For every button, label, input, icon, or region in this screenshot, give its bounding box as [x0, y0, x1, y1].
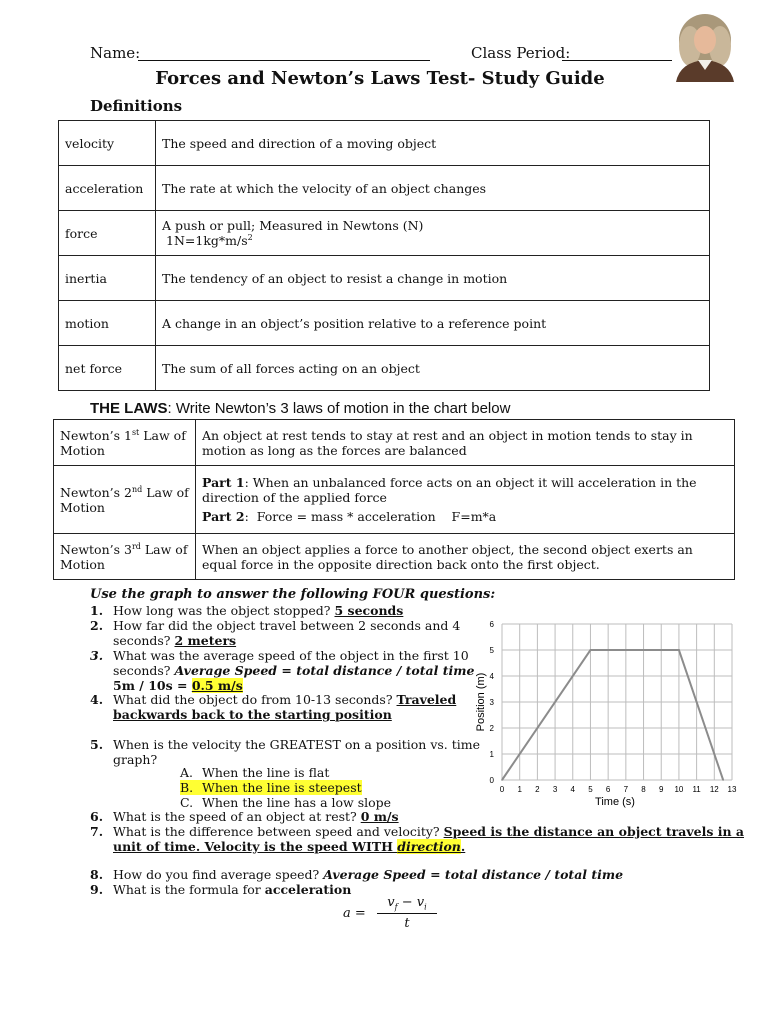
- definition-unit-line: [162, 233, 703, 248]
- option-letter: C.: [180, 795, 194, 810]
- answer-text: Speed is the distance an object travels in a: [443, 824, 745, 839]
- table-row: [59, 346, 710, 391]
- answer-text-cont: backwards back to the starting position: [113, 707, 392, 722]
- position-series-line: [502, 650, 723, 780]
- question-6: [113, 809, 399, 824]
- y-axis-label: Position (m): [475, 672, 487, 732]
- x-tick-label: 9: [659, 785, 664, 794]
- definition-cell: The rate at which the velocity of an object changes: [156, 166, 710, 211]
- data-point: [501, 779, 503, 781]
- definition-line: A push or pull; Measured in Newtons (N): [162, 218, 424, 233]
- page-title: Forces and Newton’s Laws Test- Study Guide: [155, 68, 605, 89]
- law-ordinal: nd: [131, 484, 143, 494]
- fraction-bar: [377, 913, 437, 914]
- table-row: [54, 466, 735, 534]
- term-cell: net force: [59, 346, 156, 391]
- class-period-label: Class Period:: [471, 44, 571, 62]
- x-tick-label: 8: [641, 785, 646, 794]
- newton-portrait-image: [670, 10, 740, 82]
- term-cell: motion: [59, 301, 156, 346]
- x-axis-label: Time (s): [595, 796, 635, 808]
- calc-text: 5m / 10s =: [113, 678, 192, 693]
- y-tick-label: 1: [489, 750, 494, 759]
- term-cell: velocity: [59, 121, 156, 166]
- law-name-cell: [54, 466, 196, 534]
- table-row: [59, 301, 710, 346]
- question-text: What did the object do from 10-13 seconds?: [113, 692, 397, 707]
- name-blank[interactable]: [138, 60, 430, 61]
- question-number: 1.: [90, 603, 104, 618]
- x-tick-label: 3: [552, 785, 558, 794]
- term-cell: inertia: [59, 256, 156, 301]
- table-row: [54, 420, 735, 466]
- answer-text: Traveled: [396, 692, 457, 707]
- name-label: Name:: [90, 44, 141, 62]
- laws-table: [53, 419, 735, 580]
- part2-label: Part 2: [202, 509, 245, 524]
- question-number: 8.: [90, 867, 104, 882]
- formula-text: Average Speed = total distance / total time: [174, 663, 475, 678]
- question-text: How long was the object stopped?: [113, 603, 335, 618]
- question-number: 6.: [90, 809, 104, 824]
- answer-text: 5 seconds: [334, 603, 404, 618]
- question-text-cont: graph?: [113, 752, 158, 767]
- x-tick-label: 7: [623, 785, 629, 794]
- definition-cell: The speed and direction of a moving object: [156, 121, 710, 166]
- chart-ticks: [490, 620, 737, 794]
- question-9: [113, 882, 351, 897]
- x-tick-label: 6: [605, 785, 611, 794]
- laws-heading-bold: THE LAWS: [90, 400, 168, 417]
- laws-heading-rest: : Write Newton’s 3 laws of motion in the chart below: [167, 400, 511, 417]
- x-tick-label: 2: [535, 785, 540, 794]
- unit-text: 1N=1kg*m/s: [166, 233, 248, 248]
- law-text-cell: An object at rest tends to stay at rest and an object in motion tends to stay in motion as long as the forces are balanced: [196, 420, 735, 466]
- question-text: How far did the object travel between 2 seconds and 4: [113, 618, 461, 633]
- definition-cell: The tendency of an object to resist a change in motion: [156, 256, 710, 301]
- y-tick-label: 5: [489, 646, 494, 655]
- x-tick-label: 1: [517, 785, 522, 794]
- law-ordinal: st: [131, 427, 140, 437]
- y-tick-label: 4: [489, 672, 494, 681]
- option-text: When the line is flat: [202, 765, 330, 780]
- definition-cell: A change in an object’s position relative to a reference point: [156, 301, 710, 346]
- question-1: [113, 603, 403, 618]
- part1-label: Part 1: [202, 475, 245, 490]
- x-tick-label: 12: [709, 785, 719, 794]
- sub-f: f: [394, 902, 398, 912]
- option-letter: A.: [180, 765, 194, 780]
- definition-cell: The sum of all forces acting on an object: [156, 346, 710, 391]
- option-a: [180, 765, 329, 780]
- position-time-chart: [470, 612, 740, 812]
- question-text: What is the difference between speed and velocity?: [113, 824, 444, 839]
- answer-text: Average Speed = total distance / total time: [323, 867, 624, 882]
- sub-i: i: [424, 902, 427, 912]
- answer-text: 0.5 m/s: [191, 678, 243, 693]
- law-name-suffix: Law of Motion: [60, 427, 186, 458]
- table-row: [59, 166, 710, 211]
- table-row: [59, 256, 710, 301]
- law-text-cell: [196, 466, 735, 534]
- y-tick-label: 3: [489, 698, 494, 707]
- question-number: 7.: [90, 824, 104, 839]
- y-tick-label: 0: [489, 776, 494, 785]
- data-point: [722, 779, 724, 781]
- law-name: Newton’s 2: [60, 484, 132, 500]
- law-name-cell: [54, 420, 196, 466]
- formula-lhs: a =: [343, 906, 366, 921]
- law-part1: [202, 475, 728, 505]
- x-tick-label: 11: [692, 785, 701, 794]
- question-5: [113, 737, 480, 767]
- option-letter: B.: [180, 780, 194, 795]
- question-text: What was the average speed of the object in the first 10: [113, 648, 469, 663]
- option-c: [180, 795, 391, 810]
- question-text: What is the speed of an object at rest?: [113, 809, 361, 824]
- formula-numerator: [377, 895, 437, 912]
- law-name-cell: [54, 534, 196, 580]
- question-8: [113, 867, 623, 882]
- x-tick-label: 0: [499, 785, 505, 794]
- formula-denominator: t: [404, 916, 410, 931]
- y-tick-label: 2: [489, 724, 494, 733]
- class-period-blank[interactable]: [562, 60, 672, 61]
- law-name: Newton’s 3: [60, 541, 132, 557]
- question-number: 2.: [90, 618, 104, 633]
- var-v: v: [387, 895, 395, 910]
- x-tick-label: 13: [727, 785, 737, 794]
- law-ordinal: rd: [131, 541, 141, 551]
- question-text-cont: seconds?: [113, 633, 175, 648]
- x-tick-label: 5: [588, 785, 593, 794]
- minus-v: − v: [397, 895, 425, 910]
- table-row: [59, 211, 710, 256]
- data-point: [678, 649, 680, 651]
- definitions-heading: Definitions: [90, 97, 183, 115]
- table-row: [59, 121, 710, 166]
- definition-cell: [156, 211, 710, 256]
- law-part2: [202, 509, 728, 524]
- question-text-cont: seconds?: [113, 663, 175, 678]
- question-number: 3.: [90, 648, 104, 663]
- question-text: When is the velocity the GREATEST on a position vs. time: [113, 737, 481, 752]
- answer-text-cont: unit of time. Velocity is the speed WITH: [113, 839, 398, 854]
- option-text: When the line is steepest: [202, 780, 362, 795]
- y-tick-label: 6: [489, 620, 494, 629]
- question-7: [113, 824, 744, 854]
- question-3: [113, 648, 474, 693]
- term-cell: force: [59, 211, 156, 256]
- answer-end: .: [460, 839, 466, 854]
- law-text-cell: When an object applies a force to another object, the second object exerts an equal force in the opposite direction back onto the first object.: [196, 534, 735, 580]
- question-text: How do you find average speed?: [113, 867, 324, 882]
- x-tick-label: 4: [570, 785, 575, 794]
- table-row: [54, 534, 735, 580]
- question-text: What is the formula for: [113, 882, 265, 897]
- graph-instructions: Use the graph to answer the following FOUR questions:: [90, 587, 496, 602]
- answer-text: 0 m/s: [360, 809, 399, 824]
- question-number: 4.: [90, 692, 104, 707]
- answer-text: acceleration: [264, 882, 352, 897]
- law-name: Newton’s 1: [60, 427, 132, 443]
- law-name-suffix: Law of Motion: [60, 541, 188, 572]
- question-number: 9.: [90, 882, 104, 897]
- term-cell: acceleration: [59, 166, 156, 211]
- laws-heading: [90, 400, 510, 417]
- definitions-table: [58, 120, 710, 391]
- answer-text: 2 meters: [174, 633, 237, 648]
- part1-text: : When an unbalanced force acts on an object it will acceleration in the direction of the applied force: [202, 475, 697, 505]
- law-name-suffix: Law of Motion: [60, 484, 189, 515]
- data-point: [590, 649, 592, 651]
- question-2: [113, 618, 460, 648]
- question-number: 5.: [90, 737, 104, 752]
- x-tick-label: 10: [674, 785, 684, 794]
- answer-emphasis: direction: [397, 839, 461, 854]
- unit-superscript: 2: [247, 232, 253, 242]
- part2-text: : Force = mass * acceleration F=m*a: [244, 509, 497, 524]
- option-text: When the line has a low slope: [202, 795, 392, 810]
- option-b: [180, 780, 362, 795]
- question-4: [113, 692, 456, 722]
